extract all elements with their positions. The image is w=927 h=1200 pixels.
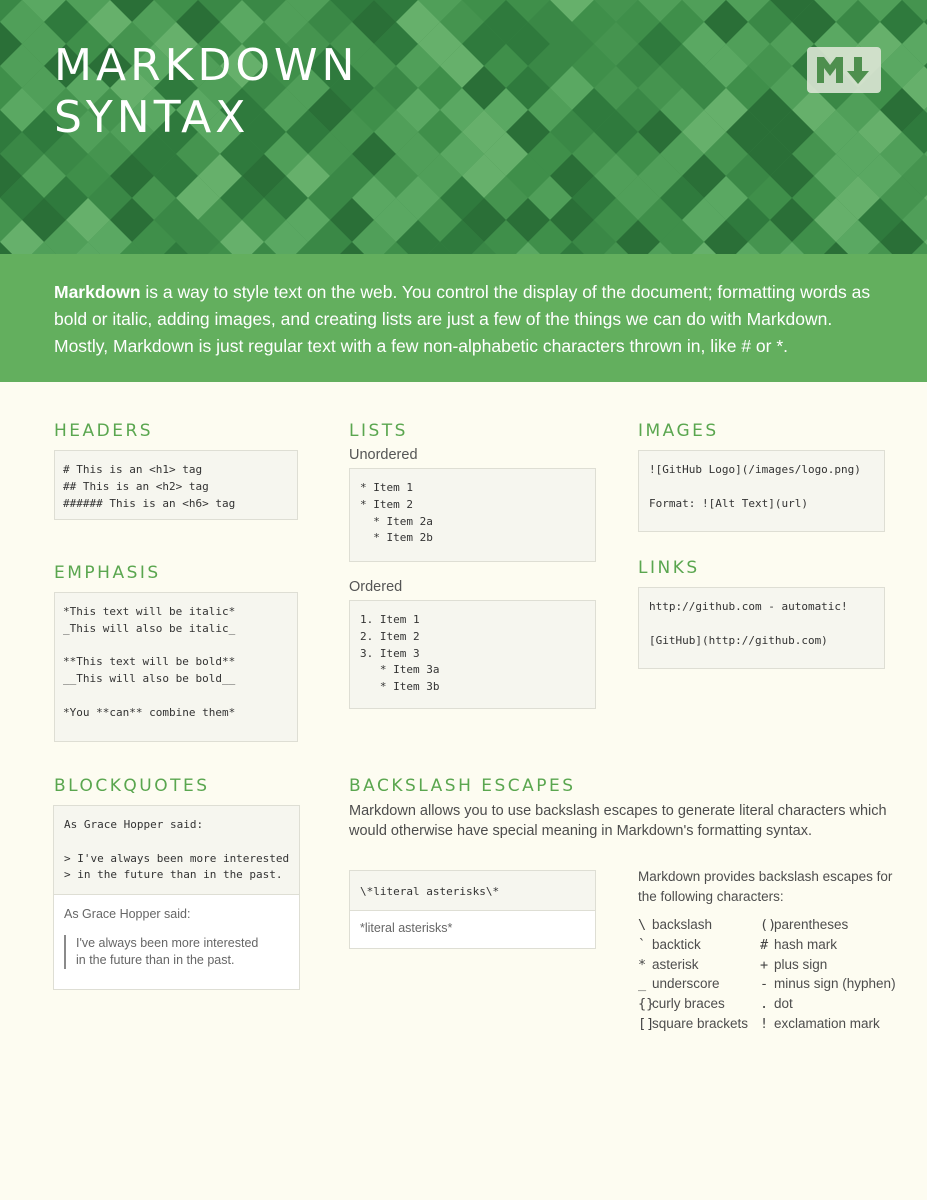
escape-item: [760, 996, 793, 1012]
markdown-mark-icon: [807, 47, 881, 93]
backslash-rendered: *literal asterisks*: [360, 921, 453, 935]
backslash-description: Markdown allows you to use backslash escapes to generate literal characters which would otherwise have special meaning in Markdown's formatting syntax.: [349, 803, 887, 839]
images-heading: IMAGES: [638, 421, 719, 441]
headers-code-box: [54, 450, 298, 520]
escape-item: [760, 917, 848, 933]
quote-rendered-body: I've always been more interested in the future than in the past.: [64, 935, 264, 969]
escape-symbol: +: [760, 956, 769, 973]
escape-item: [760, 937, 837, 953]
escape-symbol: {}: [638, 996, 655, 1013]
blockquotes-code-area: [54, 806, 299, 894]
escape-item: [760, 976, 896, 992]
ordered-code-box: [349, 600, 596, 709]
links-code-box: [638, 587, 885, 669]
quote-rendered-label: As Grace Hopper said:: [64, 907, 191, 921]
images-code: ![GitHub Logo](/images/logo.png) Format: ![Alt Text](url): [649, 463, 861, 510]
backslash-rendered-area: [350, 910, 595, 948]
escape-name: dot: [774, 996, 793, 1012]
blockquotes-code: As Grace Hopper said: > I've always been more interested > in the future than in the past.: [64, 818, 290, 882]
lists-heading: LISTS: [349, 421, 408, 441]
escape-name: plus sign: [774, 956, 828, 972]
escape-symbol: -: [760, 976, 769, 993]
escape-item: [638, 996, 725, 1012]
escape-name: curly braces: [652, 996, 725, 1012]
links-code: http://github.com - automatic! [GitHub](http://github.com): [649, 600, 848, 647]
blockquotes-rendered: [54, 894, 299, 989]
escape-name: minus sign (hyphen): [774, 976, 896, 992]
unordered-code-box: [349, 468, 596, 562]
intro-lead: Markdown: [54, 282, 141, 302]
images-code-box: [638, 450, 885, 532]
escapes-intro: Markdown provides backslash escapes for the following characters:: [638, 869, 893, 904]
escape-name: underscore: [652, 976, 720, 992]
escape-symbol: .: [760, 996, 769, 1013]
emphasis-heading: EMPHASIS: [54, 563, 161, 583]
ordered-label: Ordered: [349, 579, 403, 595]
title-line-1: MARKDOWN: [54, 40, 359, 91]
unordered-label: Unordered: [349, 447, 418, 463]
escape-name: backtick: [652, 936, 701, 952]
escape-symbol: \: [638, 917, 647, 933]
escape-symbol: []: [638, 1016, 655, 1032]
page-title: [54, 40, 358, 144]
intro-text: [54, 279, 884, 360]
escape-symbol: _: [638, 976, 647, 993]
blockquotes-heading: BLOCKQUOTES: [54, 776, 210, 796]
title-line-2: SYNTAX: [54, 92, 250, 143]
links-heading: LINKS: [638, 558, 700, 578]
headers-code: # This is an <h1> tag ## This is an <h2> tag ###### This is an <h6> tag: [63, 463, 236, 510]
backslash-heading: BACKSLASH ESCAPES: [349, 776, 576, 796]
escape-symbol: !: [760, 1016, 769, 1032]
escape-symbol: #: [760, 936, 769, 953]
unordered-code: * Item 1 * Item 2 * Item 2a * Item 2b: [360, 481, 433, 545]
escape-name: exclamation mark: [774, 1016, 880, 1031]
backslash-box: [349, 870, 596, 949]
escape-item: [638, 917, 712, 933]
escape-symbol: *: [638, 956, 647, 973]
emphasis-code: *This text will be italic* _This will also be italic_ **This text will be bold** __This will also be bold__ *You **can** combine them*: [63, 605, 236, 719]
headers-heading: HEADERS: [54, 421, 154, 441]
escape-symbol: `: [638, 936, 647, 953]
escape-name: parentheses: [774, 917, 849, 932]
hero-banner: [0, 0, 927, 254]
intro-band: [0, 254, 927, 382]
backslash-code-area: [350, 871, 595, 910]
escape-name: hash mark: [774, 936, 838, 952]
emphasis-code-box: [54, 592, 298, 742]
escape-item: [638, 976, 720, 992]
escape-name: asterisk: [652, 956, 699, 972]
escape-name: backslash: [652, 917, 713, 932]
escape-item: [638, 957, 699, 973]
escape-name: square brackets: [652, 1016, 749, 1031]
blockquotes-box: [53, 805, 300, 990]
ordered-code: 1. Item 1 2. Item 2 3. Item 3 * Item 3a * Item 3b: [360, 613, 440, 694]
backslash-code: \*literal asterisks\*: [360, 885, 500, 898]
escape-symbol: (): [760, 917, 777, 933]
escape-item: [638, 937, 701, 953]
escape-item: [760, 957, 827, 973]
escape-item: [638, 1016, 748, 1032]
escape-item: [760, 1016, 880, 1032]
intro-rest: is a way to style text on the web. You control the display of the document; formatting words as bold or italic, adding images, and creating lists are just a few of the things we can do with Markdown. Mostly, Markdown is just regular text with a few non-alphabetic characters thrown in, like # or *.: [54, 282, 871, 356]
